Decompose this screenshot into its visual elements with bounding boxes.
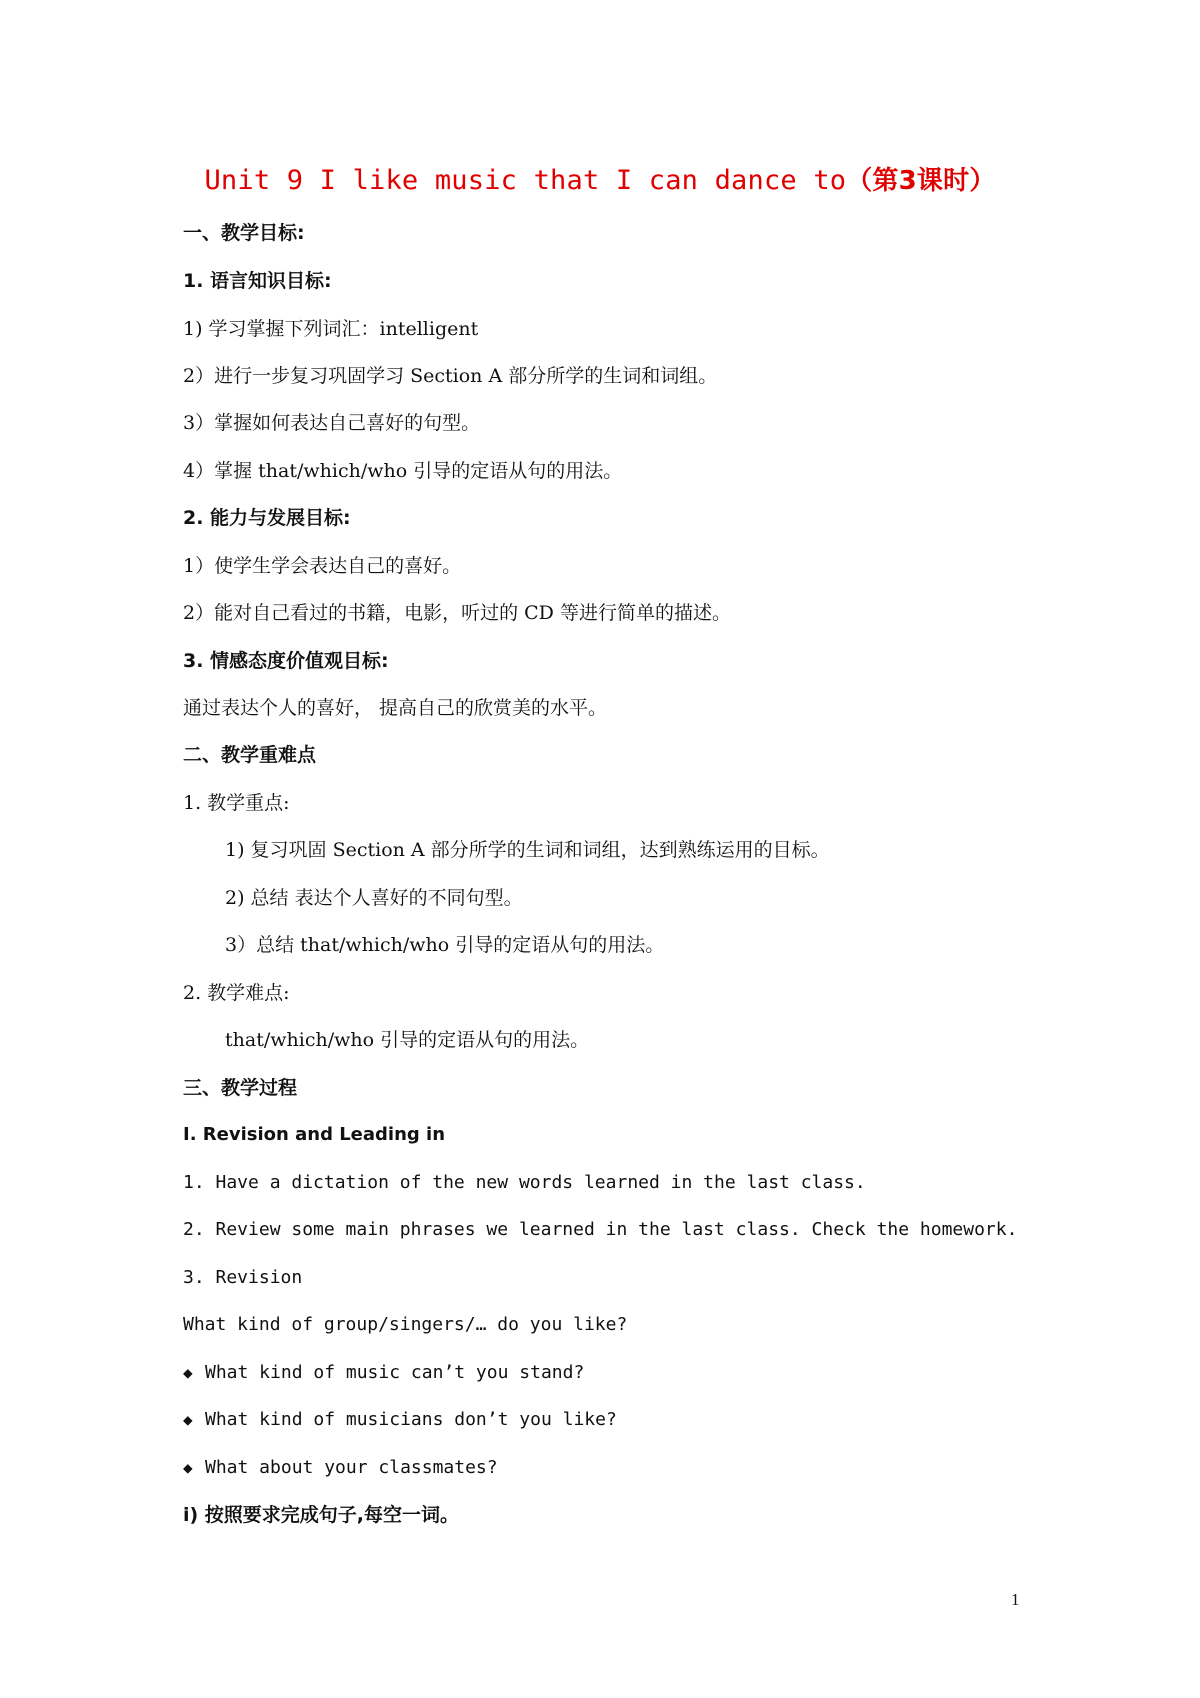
- page-number: 1: [1011, 1590, 1020, 1609]
- bullet-item: ◆ What kind of musicians don’t you like?: [183, 1407, 617, 1433]
- title-main: Unit 9 I like music that I can dance to: [204, 165, 847, 196]
- list-item: 2. Review some main phrases we learned in the last class. Check the homework.: [183, 1219, 1018, 1240]
- section-heading-objectives: 一、教学目标:: [183, 222, 305, 244]
- bullet-item: ◆ What about your classmates?: [183, 1455, 498, 1481]
- title-lesson: （第3课时）: [846, 166, 996, 196]
- list-item: 3）总结 that/which/who 引导的定语从句的用法。: [225, 934, 665, 956]
- section-heading-key-points: 二、教学重难点: [183, 744, 317, 766]
- list-item: 1) 学习掌握下列词汇：intelligent: [183, 318, 479, 340]
- paragraph: 通过表达个人的喜好， 提高自己的欣赏美的水平。: [183, 697, 608, 719]
- bullet-item: ◆ What kind of music can’t you stand?: [183, 1360, 584, 1386]
- document-title: [0, 160, 1200, 197]
- list-item: 1）使学生学会表达自己的喜好。: [183, 555, 462, 577]
- list-item: 1. Have a dictation of the new words learned in the last class.: [183, 1172, 866, 1193]
- subheading-difficulties: 2. 教学难点:: [183, 982, 290, 1004]
- diamond-bullet-icon: ◆: [183, 1458, 193, 1477]
- subheading-key-points: 1. 教学重点:: [183, 792, 290, 814]
- subheading-emotion: 3. 情感态度价值观目标:: [183, 650, 389, 672]
- exercise-heading: i) 按照要求完成句子,每空一词。: [183, 1504, 460, 1526]
- list-item: 2) 总结 表达个人喜好的不同句型。: [225, 887, 523, 909]
- list-item: 1) 复习巩固 Section A 部分所学的生词和词组，达到熟练运用的目标。: [225, 839, 830, 861]
- list-item: 4）掌握 that/which/who 引导的定语从句的用法。: [183, 460, 623, 482]
- section-heading-process: 三、教学过程: [183, 1077, 298, 1099]
- diamond-bullet-icon: ◆: [183, 1363, 193, 1382]
- list-item: 2）进行一步复习巩固学习 Section A 部分所学的生词和词组。: [183, 365, 718, 387]
- list-item: 3. Revision: [183, 1267, 303, 1288]
- subheading-ability: 2. 能力与发展目标:: [183, 507, 351, 529]
- list-item: 3）掌握如何表达自己喜好的句型。: [183, 412, 481, 434]
- subheading-revision: I. Revision and Leading in: [183, 1124, 446, 1145]
- diamond-bullet-icon: ◆: [183, 1410, 193, 1429]
- subheading-language-knowledge: 1. 语言知识目标:: [183, 270, 332, 292]
- paragraph: What kind of group/singers/… do you like?: [183, 1314, 628, 1335]
- paragraph: that/which/who 引导的定语从句的用法。: [225, 1029, 590, 1051]
- list-item: 2）能对自己看过的书籍，电影，听过的 CD 等进行简单的描述。: [183, 602, 731, 624]
